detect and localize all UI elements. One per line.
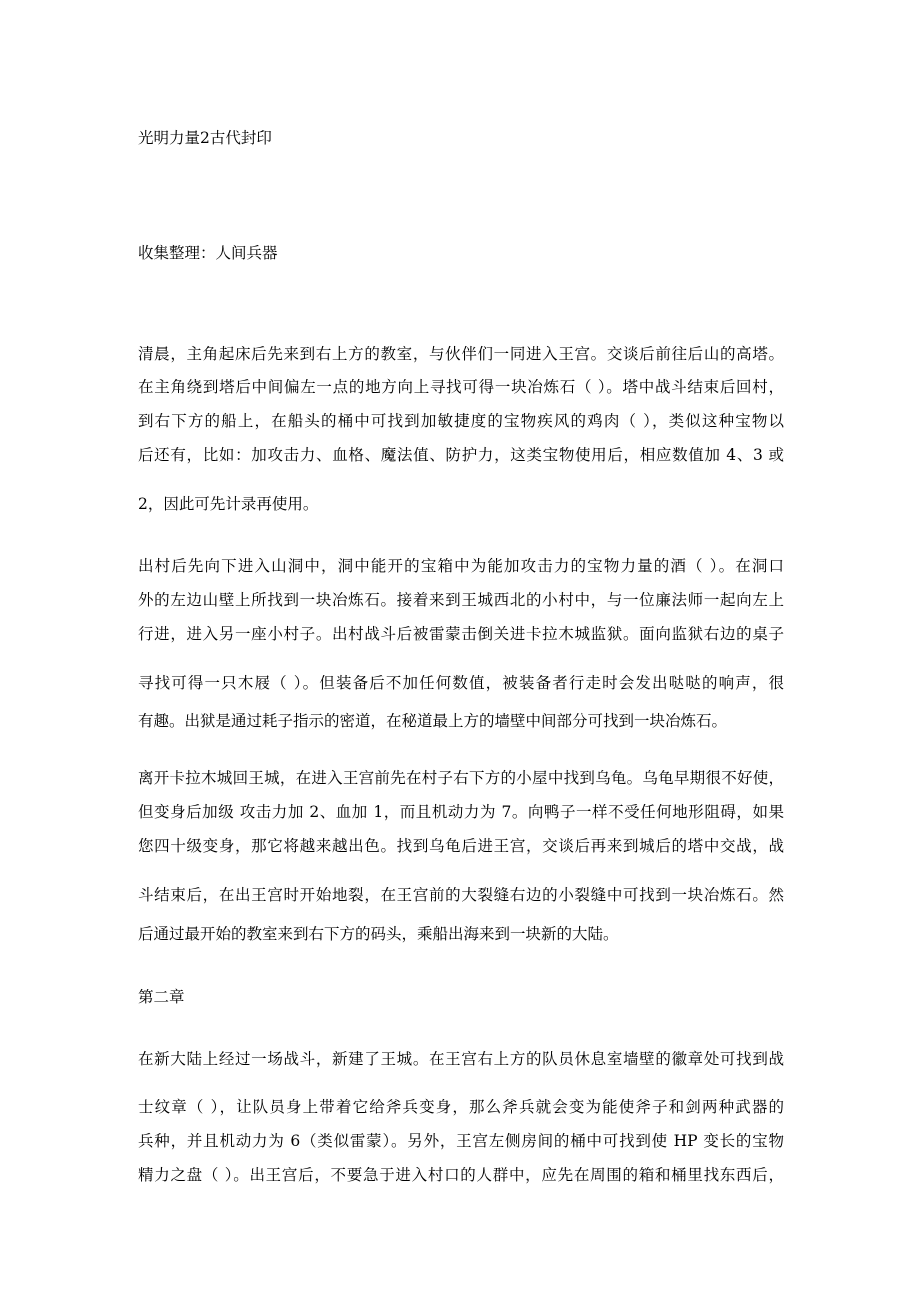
document-title: 光明力量2古代封印 bbox=[138, 129, 272, 147]
paragraph-line: 离开卡拉木城回王城，在进入王宫前先在村子右下方的小屋中找到乌龟。乌龟早期很不好使， bbox=[138, 769, 784, 787]
paragraph-line: 到右下方的船上，在船头的桶中可找到加敏捷度的宝物疾风的鸡肉（ ），类似这种宝物以 bbox=[138, 412, 784, 430]
paragraph-line: 您四十级变身，那它将越来越出色。找到乌龟后进王宫，交谈后再来到城后的塔中交战，战 bbox=[138, 837, 784, 855]
paragraph-line: 出村后先向下进入山洞中，洞中能开的宝箱中为能加攻击力的宝物力量的酒（ ）。在洞口 bbox=[138, 557, 784, 575]
paragraph-line: 有趣。出狱是通过耗子指示的密道，在秘道最上方的墙壁中间部分可找到一块冶炼石。 bbox=[138, 712, 728, 730]
paragraph-line: 清晨，主角起床后先来到右上方的教室，与伙伴们一同进入王宫。交谈后前往后山的高塔。 bbox=[138, 345, 784, 363]
paragraph-line: 后还有，比如：加攻击力、血格、魔法值、防护力，这类宝物使用后，相应数值加 4、3 或 bbox=[138, 446, 784, 464]
paragraph-line: 但变身后加级 攻击力加 2、血加 1，而且机动力为 7。向鸭子一样不受任何地形阻碍，如果 bbox=[138, 803, 784, 821]
paragraph-line: 在主角绕到塔后中间偏左一点的地方向上寻找可得一块冶炼石（ ）。塔中战斗结束后回村， bbox=[138, 378, 784, 396]
paragraph-line: 斗结束后，在出王宫时开始地裂，在王宫前的大裂缝右边的小裂缝中可找到一块冶炼石。然 bbox=[138, 886, 784, 904]
paragraph-line: 精力之盘（ ）。出王宫后，不要急于进入村口的人群中，应先在周围的箱和桶里找东西后， bbox=[138, 1166, 784, 1184]
compiler-credit: 收集整理：人间兵器 bbox=[138, 244, 278, 262]
chapter-heading: 第二章 bbox=[138, 988, 185, 1006]
paragraph-line: 寻找可得一只木屐（ ）。但装备后不加任何数值，被装备者行走时会发出哒哒的响声，很 bbox=[138, 674, 784, 692]
paragraph-line: 在新大陆上经过一场战斗，新建了王城。在王宫右上方的队员休息室墙壁的徽章处可找到战 bbox=[138, 1050, 784, 1068]
paragraph-line: 兵种，并且机动力为 6（类似雷蒙）。另外，王宫左侧房间的桶中可找到使 HP 变长的宝物 bbox=[138, 1132, 784, 1150]
paragraph-line: 后通过最开始的教室来到右下方的码头，乘船出海来到一块新的大陆。 bbox=[138, 925, 619, 943]
paragraph-line: 外的左边山壁上所找到一块冶炼石。接着来到王城西北的小村中，与一位廉法师一起向左上 bbox=[138, 591, 784, 609]
paragraph-line: 行进，进入另一座小村子。出村战斗后被雷蒙击倒关进卡拉木城监狱。面向监狱右边的桌子 bbox=[138, 625, 784, 643]
paragraph-line: 2，因此可先计录再使用。 bbox=[138, 495, 319, 513]
paragraph-line: 士纹章（ ），让队员身上带着它给斧兵变身，那么斧兵就会变为能使斧子和剑两种武器的 bbox=[138, 1098, 784, 1116]
